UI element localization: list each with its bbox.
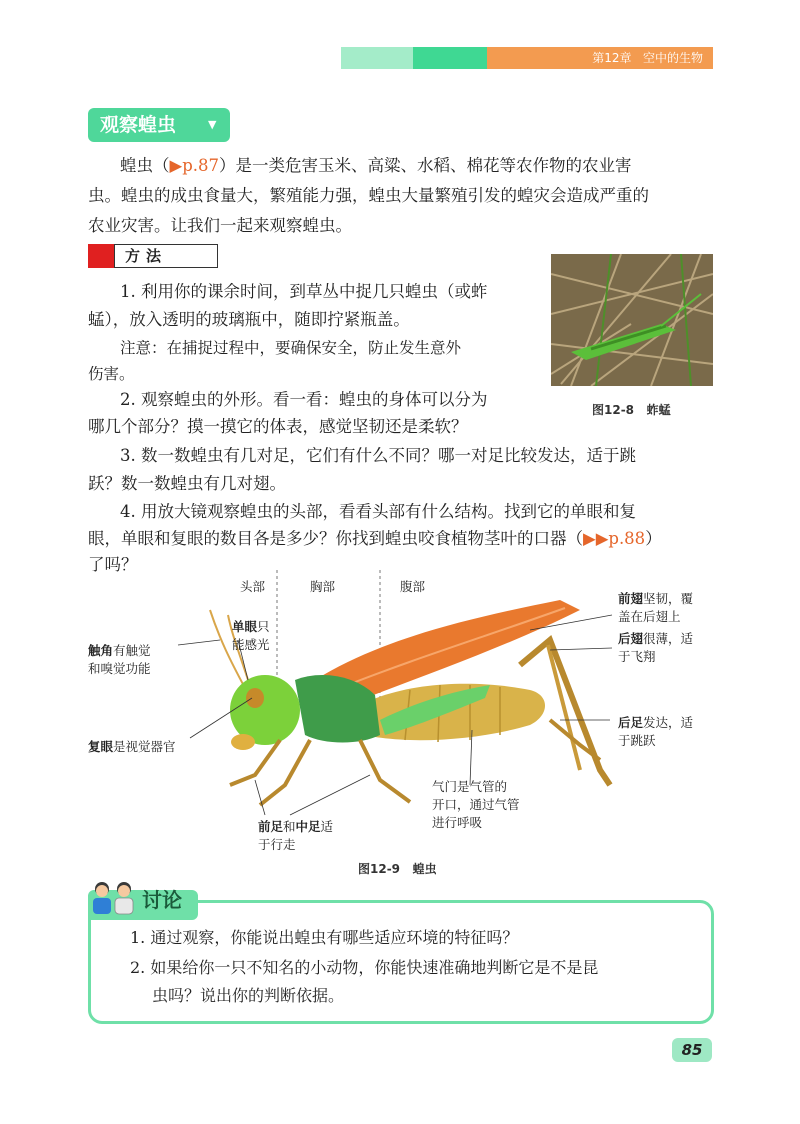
photo-caption: 图12-8 蚱蜢 bbox=[592, 403, 671, 417]
chapter-header bbox=[487, 47, 713, 69]
label-spiracle: 气门是气管的 开口，通过气管 进行呼吸 bbox=[432, 779, 520, 830]
intro-line-1: 蝗虫（▶p.87）是一类危害玉米、高粱、水稻、棉花等农作物的农业害 bbox=[120, 156, 632, 175]
note-line-1: 注意：在捕捉过程中，要确保安全，防止发生意外 bbox=[120, 339, 462, 357]
section-title bbox=[88, 108, 230, 142]
question-1: 1. 通过观察，你能说出蝗虫有哪些适应环境的特征吗？ bbox=[130, 928, 519, 947]
header-stripe-light bbox=[341, 47, 413, 69]
figure-caption: 图12-9 蝗虫 bbox=[358, 862, 437, 876]
method-label: 方法 bbox=[114, 244, 218, 268]
header-stripe-green bbox=[413, 47, 487, 69]
method-heading bbox=[88, 244, 218, 268]
intro-line-3: 农业灾害。让我们一起来观察蝗虫。 bbox=[88, 216, 352, 235]
step-3-line-1: 3. 数一数蝗虫有几对足，它们有什么不同？哪一对足比较发达，适于跳 bbox=[120, 446, 636, 465]
step-2-line-2: 哪几个部分？摸一摸它的体表，感觉坚韧还是柔软？ bbox=[88, 417, 468, 436]
chapter-title: 空中的生物 bbox=[642, 51, 703, 65]
students-icon bbox=[88, 879, 140, 917]
grasshopper-diagram bbox=[80, 570, 720, 860]
step-3-line-2: 跃？数一数蝗虫有几对翅。 bbox=[88, 474, 286, 493]
page-ref-87[interactable]: ▶p.87 bbox=[169, 156, 219, 175]
method-red-block bbox=[88, 244, 114, 268]
step-1-line-1: 1. 利用你的课余时间，到草丛中捉几只蝗虫（或蚱 bbox=[120, 282, 488, 301]
label-head: 头部 bbox=[240, 579, 266, 594]
label-hindwing: 后翅很薄，适 于飞翔 bbox=[618, 631, 694, 664]
step-4-line-3: 了吗？ bbox=[88, 555, 138, 574]
note-line-2: 伤害。 bbox=[88, 365, 135, 383]
question-2-line-1: 2. 如果给你一只不知名的小动物，你能快速准确地判断它是不是昆 bbox=[130, 958, 599, 977]
label-front-mid-legs: 前足和中足适 于行走 bbox=[258, 819, 334, 852]
step-4-line-1: 4. 用放大镜观察蝗虫的头部，看看头部有什么结构。找到它的单眼和复 bbox=[120, 502, 636, 521]
label-abdomen: 腹部 bbox=[400, 579, 426, 594]
label-antenna: 触角有触觉 和嗅觉功能 bbox=[88, 643, 151, 676]
label-compound-eye: 复眼是视觉器官 bbox=[88, 739, 176, 754]
chapter-number: 第12章 bbox=[592, 51, 632, 65]
discussion-title: 讨论 bbox=[142, 887, 182, 912]
page-number: 85 bbox=[672, 1038, 712, 1062]
discussion-heading bbox=[88, 878, 182, 918]
step-4-line-2: 眼，单眼和复眼的数目各是多少？你找到蝗虫咬食植物茎叶的口器（▶▶p.88） bbox=[88, 529, 662, 548]
triangle-down-icon: ▼ bbox=[208, 118, 217, 131]
question-2-line-2: 虫吗？说出你的判断依据。 bbox=[152, 986, 345, 1005]
label-hindleg: 后足发达，适 于跳跃 bbox=[618, 715, 694, 748]
step-1-line-2: 蜢），放入透明的玻璃瓶中，随即拧紧瓶盖。 bbox=[88, 310, 410, 329]
section-title-text: 观察蝗虫 bbox=[100, 114, 177, 136]
label-thorax: 胸部 bbox=[310, 579, 336, 594]
step-2-line-1: 2. 观察蝗虫的外形。看一看：蝗虫的身体可以分为 bbox=[120, 390, 488, 409]
page-ref-88[interactable]: ▶▶p.88 bbox=[583, 529, 646, 548]
intro-line-2: 虫。蝗虫的成虫食量大，繁殖能力强，蝗虫大量繁殖引发的蝗灾会造成严重的 bbox=[88, 186, 649, 205]
grasshopper-photo bbox=[551, 254, 713, 386]
label-forewing: 前翅坚韧，覆 盖在后翅上 bbox=[618, 591, 694, 624]
label-simple-eye: 单眼只 能感光 bbox=[232, 619, 270, 652]
